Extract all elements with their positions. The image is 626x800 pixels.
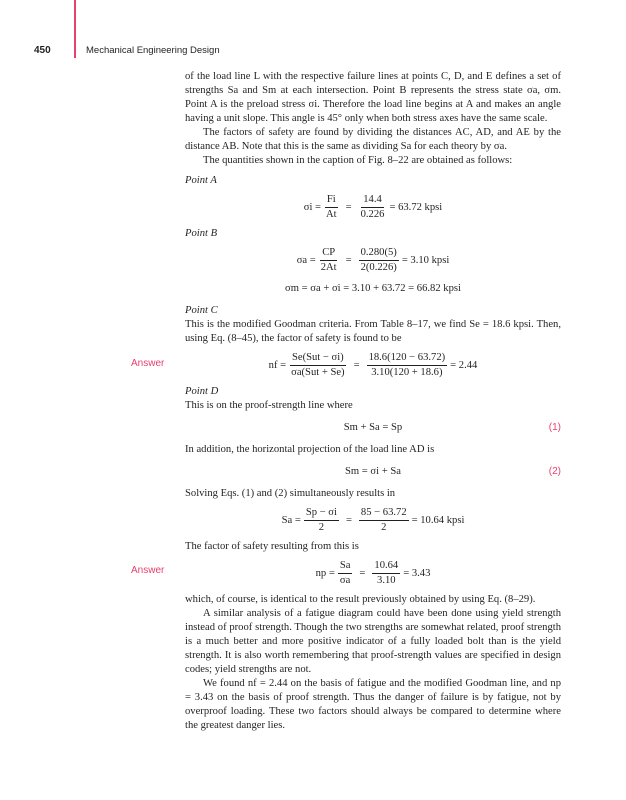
fraction xyxy=(324,194,339,221)
numerator: Se(Sut − σi) xyxy=(290,352,346,366)
denominator: 0.226 xyxy=(360,209,385,220)
numerator: Sa xyxy=(338,560,353,574)
answer-label-np: Answer xyxy=(131,565,165,576)
equation-number: (2) xyxy=(548,466,561,477)
eq-lhs: np = xyxy=(315,567,335,579)
page-number: 450 xyxy=(34,45,51,56)
equation-sa: Sa = $\frac{Sp - \sigma i}{2}$ = $\frac{85 - 63.72}{2}$ = 10.64 kpsi xyxy=(281,507,465,533)
numerator: Fi xyxy=(325,194,338,208)
numerator: 0.280(5) xyxy=(359,247,399,261)
numerator: 85 − 63.72 xyxy=(359,507,409,521)
denominator: 2 xyxy=(381,522,387,533)
fraction xyxy=(359,194,387,221)
numerator: 14.4 xyxy=(361,194,384,208)
eq-text: Sm = σi + Sa xyxy=(345,466,401,477)
eq-lhs: Sa = xyxy=(281,514,301,526)
denominator: 3.10 xyxy=(377,575,396,586)
intro-paragraph-1: of the load line L with the respective failure lines at points C, D, and E defines a set of strengths Sa and Sm at each intersection. Point B represents the stress state σa, σm. Point A is the preload stress σi. Therefore the load line begins at A and makes an angle having a unit slope. This angle is 45° only when both stress axes have the same scale. xyxy=(185,71,561,124)
equation-proof-factor: np = $\frac{Sa}{\sigma a}$ = $\frac{10.64}{3.10}$ = 3.43 xyxy=(315,560,431,586)
denominator: σa xyxy=(339,575,351,586)
intro-paragraph-3: The quantities shown in the caption of Fig. 8–22 are obtained as follows: xyxy=(203,155,513,166)
denominator: σa(Sut + Se) xyxy=(291,367,345,378)
fraction xyxy=(289,352,346,379)
point-d-heading: Point D xyxy=(185,386,219,397)
fraction xyxy=(304,507,339,534)
eq-lhs: nf = xyxy=(268,359,287,371)
denominator: 3.10(120 + 18.6) xyxy=(371,367,443,378)
point-d-text-3: Solving Eqs. (1) and (2) simultaneously results in xyxy=(185,488,396,499)
equation-preload-stress: σi = $\frac{Fi}{At}$ = $\frac{14.4}{0.226}$ = 63.72 kpsi xyxy=(303,194,443,220)
equation-number: (1) xyxy=(548,422,561,433)
numerator: 10.64 xyxy=(372,560,400,574)
point-d-text-2: In addition, the horizontal projection of the load line AD is xyxy=(185,444,435,455)
fraction xyxy=(359,507,409,534)
equation-fatigue-factor: nf = $\frac{\text{Se(Sut − σi)}}{\text{σa(Sut + Se)}}$ = $\frac{18.6(120 - 63.72)}{3.10(120 + 18.6)}$ = 2.44 xyxy=(268,352,478,378)
equation-1 xyxy=(185,419,561,437)
closing-paragraph-2: A similar analysis of a fatigue diagram could have been done using yield strength instead of proof strength. Though the two strengths are somewhat related, proof strength is a much better and more positive indicator of a fully loaded bolt than is the yield strength. It is also worth remembering that proof-strength values are specified in design codes; yield strengths are not. xyxy=(185,608,561,675)
eq-text: Sm + Sa = Sp xyxy=(343,422,403,433)
closing-paragraph-1: which, of course, is identical to the result previously obtained by using Eq. (8–29). xyxy=(185,594,536,605)
intro-paragraph-2: The factors of safety are found by dividing the distances AC, AD, and AE by the distance AB. Note that this is the same as dividing Sa for each theory by σa. xyxy=(185,127,561,152)
eq-result: = 3.43 xyxy=(403,567,431,579)
point-b-heading: Point B xyxy=(185,228,218,239)
denominator: 2(0.226) xyxy=(360,262,397,273)
point-a-heading: Point A xyxy=(185,175,217,186)
numerator: 18.6(120 − 63.72) xyxy=(367,352,448,366)
answer-label-nf: Answer xyxy=(131,358,165,369)
point-c-text: This is the modified Goodman criteria. From Table 8–17, we find Se = 18.6 kpsi. Then, using Eq. (8–45), the factor of safety is found to be xyxy=(185,319,561,344)
header-accent-rule xyxy=(74,0,76,58)
eq-result: = 10.64 kpsi xyxy=(411,514,465,526)
numerator: Sp − σi xyxy=(304,507,339,521)
fraction xyxy=(319,247,339,274)
denominator: 2 xyxy=(318,522,325,533)
fraction xyxy=(367,352,448,379)
denominator: At xyxy=(326,209,337,220)
running-head-title: Mechanical Engineering Design xyxy=(86,45,220,56)
eq-text: σm = σa + σi = 3.10 + 63.72 = 66.82 kpsi xyxy=(285,283,461,294)
equation-mean-stress xyxy=(185,280,561,298)
fraction xyxy=(359,247,399,274)
equation-2 xyxy=(185,463,561,481)
point-d-text-4: The factor of safety resulting from this is xyxy=(185,541,359,552)
eq-result: = 3.10 kpsi xyxy=(401,254,450,266)
closing-paragraph-3: We found nf = 2.44 on the basis of fatigue and the modified Goodman line, and np = 3.43 on the basis of proof strength. Thus the danger of failure is by fatigue, not by overproof loading. These two factors should always be compared to determine where the greatest danger lies. xyxy=(185,678,561,731)
eq-result: = 2.44 xyxy=(450,359,478,371)
equation-alternating-stress: σa = $\frac{CP}{2At}$ = $\frac{0.280(5)}{2(0.226)}$ = 3.10 kpsi xyxy=(296,247,450,273)
eq-result: = 63.72 kpsi xyxy=(389,201,443,213)
numerator: CP xyxy=(320,247,337,261)
eq-lhs: σa = xyxy=(296,254,316,266)
fraction xyxy=(338,560,353,587)
denominator: 2At xyxy=(320,262,337,273)
fraction xyxy=(372,560,400,587)
point-c-heading: Point C xyxy=(185,305,218,316)
eq-lhs: σi = xyxy=(303,201,322,213)
page-body xyxy=(185,70,561,733)
point-d-text-1: This is on the proof-strength line where xyxy=(185,400,353,411)
